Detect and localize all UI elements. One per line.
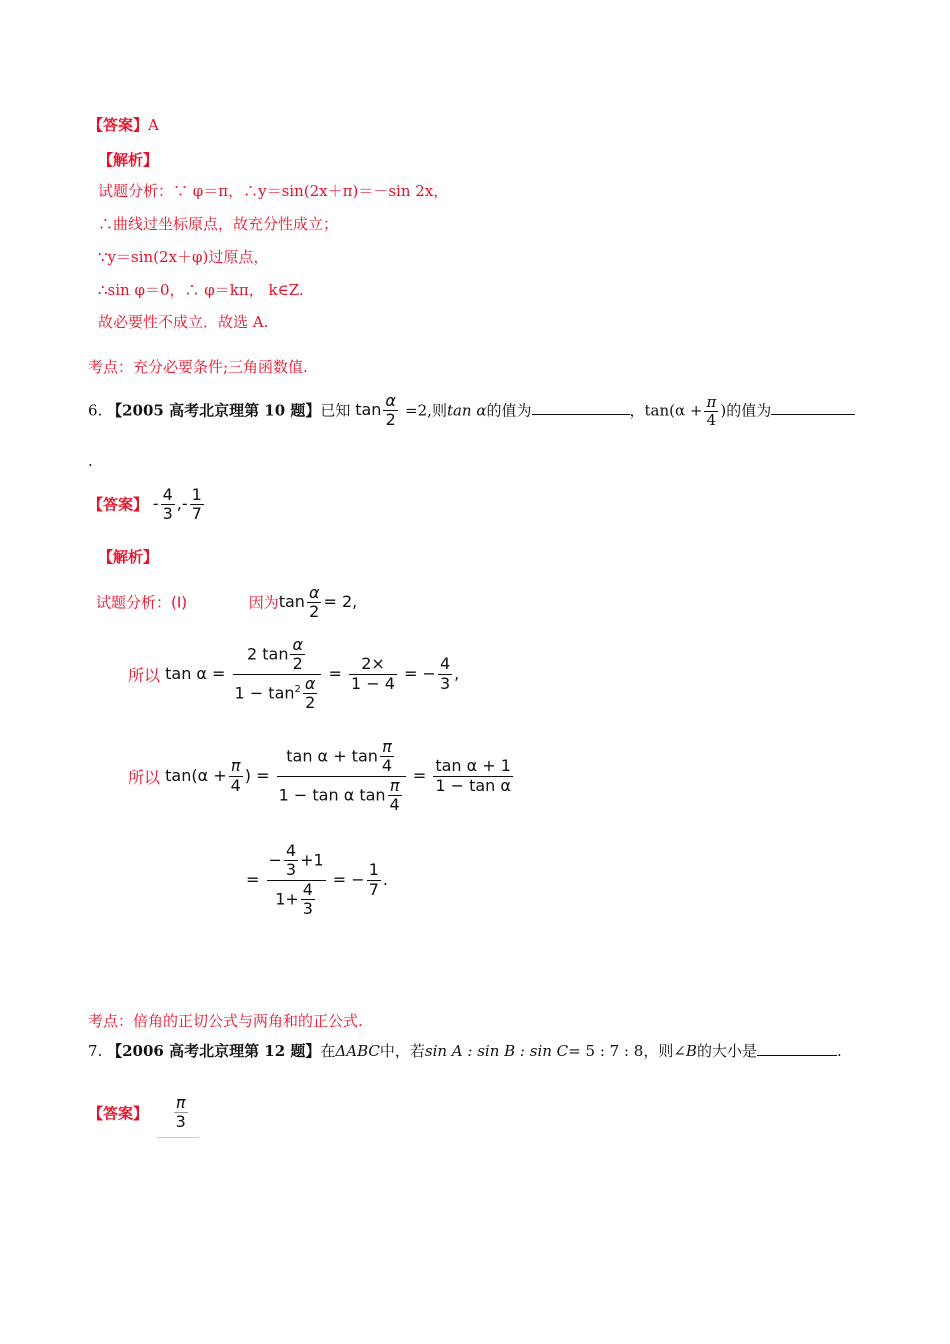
denominator: 7 [368, 879, 379, 899]
fraction [704, 394, 718, 430]
question-text: 的大小是 [696, 1042, 757, 1060]
math-func: tan [355, 400, 382, 420]
numerator: π [229, 757, 243, 776]
numerator: 4 [285, 841, 297, 860]
analysis-label: 【解析】 [98, 151, 159, 169]
math-text: sin A : sin B : sin C [424, 1042, 569, 1060]
math-text: ΔABC [335, 1042, 380, 1060]
denominator: 1 − tan α [435, 775, 511, 795]
fraction [303, 675, 318, 713]
math-text: tan α [446, 401, 487, 420]
exponent: 2 [294, 683, 301, 695]
fraction [290, 636, 305, 674]
answer-blank [757, 1041, 837, 1056]
fraction [388, 777, 402, 815]
answer-line-q5 [88, 114, 159, 135]
fraction [433, 757, 513, 795]
analysis-line: 故必要性不成立．故选 A. [98, 313, 269, 331]
fraction [267, 842, 326, 919]
kaodian-q6: 考点：倍角的正切公式与两角和的正公式. [88, 1012, 363, 1030]
numerator: 4 [439, 654, 451, 674]
question-number: 6. [88, 401, 103, 420]
question-source: 【2006 高考北京理第 12 题】 [107, 1042, 321, 1060]
denominator: 2 [385, 410, 396, 430]
step-text: 所以 [128, 665, 161, 685]
punct: ， [629, 401, 645, 420]
numerator: α [292, 635, 304, 654]
analysis-step-2: 所以 tan α = 2 tan $\frac{\alpha}{2}$ $1 - \tan^2$ $\frac{\alpha}{2}$ = $\frac{2\times}{1 - 4}$ = − $\frac{4}{3}$ , [128, 635, 460, 713]
math-text: tan(α + [165, 765, 227, 785]
analysis-line: ∴sin φ＝0，∴ φ＝kπ， k∈Z. [98, 281, 304, 299]
denominator: 4 [389, 795, 400, 815]
fraction [174, 1094, 188, 1132]
question-6 [88, 392, 855, 430]
fraction [307, 584, 322, 622]
numerator: π [380, 738, 394, 757]
denominator: 4 [230, 775, 241, 795]
trailing-dot: . [88, 452, 93, 470]
analysis-line: ∴曲线过坐标原点，故充分性成立； [98, 215, 339, 233]
math-text: tan α + tan [286, 746, 378, 766]
question-text: 的值为 [486, 401, 532, 420]
denominator: 7 [191, 504, 202, 524]
analysis-line: ∵y＝sin(2x＋φ)过原点， [98, 248, 269, 266]
analysis-step-4: = − $\frac{4}{3}$ +1 1+ $\frac{4}{3}$ = − $\frac{1}{7}$ . [246, 841, 388, 919]
math-text: = − [332, 869, 365, 889]
analysis-step-1 [96, 584, 357, 622]
numerator: α [385, 391, 396, 410]
math-text: tan(α + [644, 401, 703, 420]
math-text: 1 − tan α tan [278, 785, 386, 805]
math-func: tan [278, 592, 305, 612]
answer-blank [532, 400, 630, 415]
fraction [277, 738, 406, 815]
fraction [301, 881, 315, 919]
math-text: − [268, 850, 282, 870]
answer-blank [771, 400, 855, 415]
fraction [383, 392, 398, 430]
question-7 [88, 1040, 842, 1061]
answer-line-q6 [88, 486, 206, 524]
fraction [233, 636, 322, 713]
question-text: 已知 [320, 401, 351, 420]
math-text: 1+ [275, 889, 299, 909]
analysis-line: 试题分析：∵ φ＝π，∴y＝sin(2x＋π)＝－sin 2x， [98, 182, 449, 200]
denominator: 2 [305, 693, 316, 713]
denominator [233, 675, 322, 713]
numerator: π [388, 777, 402, 796]
fraction [438, 655, 452, 693]
math-text: = 2, [323, 592, 358, 612]
math-text: =2, [405, 401, 432, 420]
punct: , [454, 663, 460, 683]
denominator: 3 [175, 1112, 186, 1132]
fraction [380, 738, 394, 776]
math-text: = − [404, 663, 436, 683]
denominator: 2 [309, 602, 320, 622]
fraction [190, 486, 204, 524]
denominator: 3 [302, 899, 313, 919]
question-text: 则 [431, 401, 447, 420]
question-source: 【2005 高考北京理第 10 题】 [107, 401, 321, 420]
fraction [349, 655, 397, 693]
math-text: +1 [300, 850, 324, 870]
math-text: 2 tan [246, 644, 289, 664]
fraction [229, 757, 243, 795]
fraction [161, 486, 175, 524]
analysis-label: 【解析】 [98, 548, 159, 566]
denominator [277, 777, 406, 815]
math-text: ) [244, 765, 252, 785]
punct: . [836, 1042, 842, 1060]
math-text: - [152, 494, 159, 514]
punct: . [382, 869, 388, 889]
math-text: ∠B [673, 1042, 697, 1060]
math-text: tan α = [165, 663, 226, 683]
answer-label: 【答案】 [88, 116, 149, 134]
fraction [367, 861, 381, 899]
denominator [267, 881, 326, 919]
question-text: 在 [320, 1042, 336, 1060]
numerator [233, 636, 322, 675]
numerator: π [706, 392, 717, 411]
question-text: 中，若 [379, 1042, 425, 1060]
step-text: 所以 [128, 767, 161, 787]
answer-label: 【答案】 [88, 1104, 149, 1123]
math-text: ,- [176, 494, 188, 514]
numerator: 4 [162, 485, 173, 504]
numerator: 1 [368, 860, 379, 880]
question-text: 的值为 [726, 401, 772, 420]
numerator: α [308, 583, 320, 602]
math-text: ) [720, 401, 727, 420]
analysis-step-3: 所以 tan(α + $\frac{\pi}{4}$ ) = tan α + tan $\frac{\pi}{4}$ 1 − tan α tan $\frac{\pi}{4}$ = $\frac{\text{tan α + 1}}{\text{1 − tan α}}$ [128, 737, 511, 815]
answer-label: 【答案】 [88, 495, 149, 514]
step-label: 试题分析：(Ⅰ) [96, 593, 188, 612]
numerator [267, 842, 326, 881]
divider [157, 1137, 199, 1138]
numerator [277, 738, 406, 777]
denominator: 3 [162, 504, 173, 524]
numerator: 4 [302, 879, 313, 899]
numerator: 2× [349, 655, 397, 674]
denominator: 4 [381, 756, 393, 776]
numerator: 1 [191, 485, 202, 504]
math-text: 1 − tan [234, 683, 295, 703]
denominator: 2 [292, 654, 303, 674]
numerator: π [174, 1094, 188, 1113]
question-text: ，则 [643, 1042, 674, 1060]
denominator: 4 [706, 410, 717, 429]
denominator: 3 [285, 860, 297, 880]
fraction [284, 842, 298, 880]
denominator: 3 [439, 673, 451, 693]
numerator: α [304, 673, 316, 693]
kaodian-q5: 考点：充分必要条件;三角函数值. [88, 358, 308, 376]
math-text: = 5 : 7 : 8 [568, 1042, 644, 1060]
step-text: 因为 [248, 593, 279, 612]
question-number: 7. [88, 1042, 103, 1060]
denominator: 1 − 4 [351, 673, 395, 693]
answer-line-q7 [88, 1094, 190, 1132]
numerator: tan α + 1 [435, 756, 511, 776]
answer-value: A [148, 116, 159, 134]
